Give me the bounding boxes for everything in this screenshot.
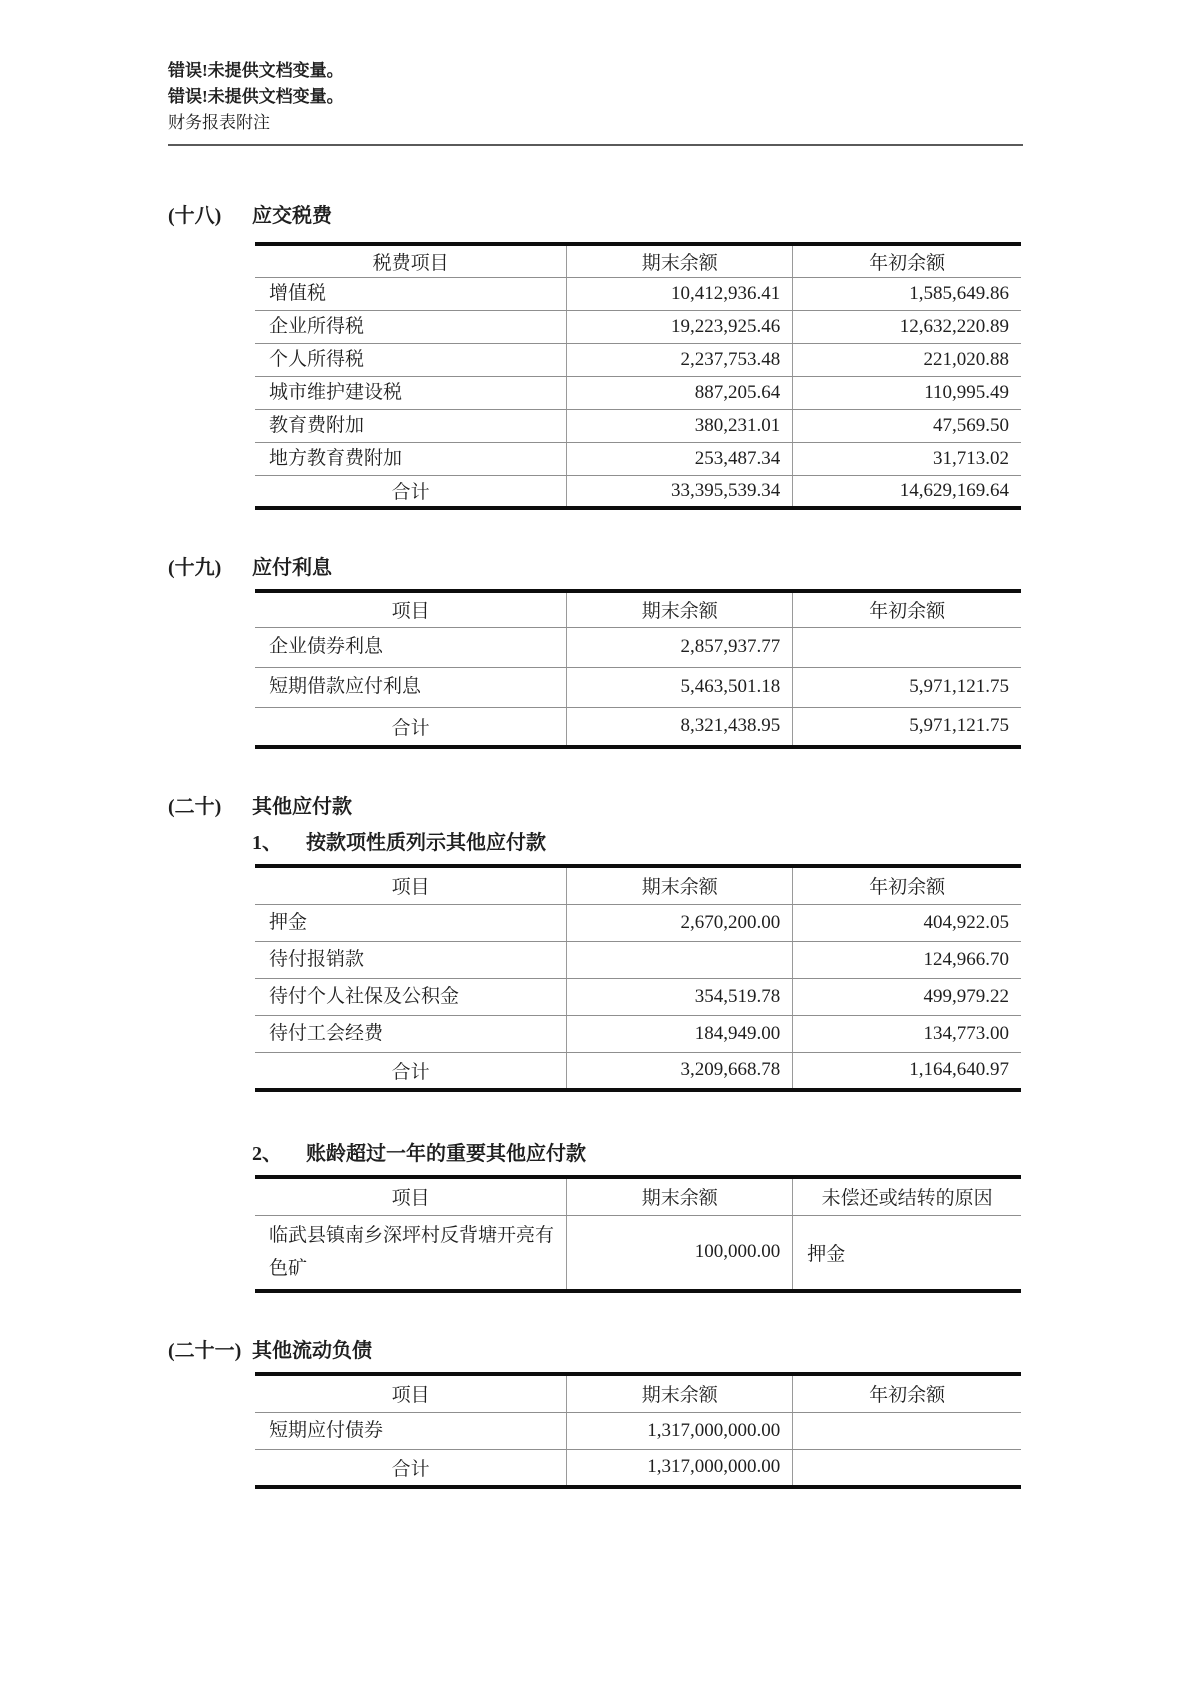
section-18-heading — [168, 202, 1023, 230]
column-header: 年初余额 — [793, 866, 1021, 904]
table-row — [255, 376, 1021, 409]
column-header: 期末余额 — [567, 591, 793, 627]
table-header-row — [255, 1177, 1021, 1215]
closing-balance-cell: 1,317,000,000.00 — [567, 1412, 793, 1449]
table-row — [255, 1015, 1021, 1052]
section-20-heading — [168, 793, 1023, 821]
subsection-1-heading — [252, 829, 1023, 857]
document-header — [168, 58, 1023, 146]
opening-balance-cell: 404,922.05 — [793, 904, 1021, 941]
doc-error-line-1: 错误!未提供文档变量。 — [168, 61, 344, 80]
section-19-number: (十九) — [168, 557, 222, 579]
column-header: 期末余额 — [567, 866, 793, 904]
table-row — [255, 941, 1021, 978]
item-cell: 待付工会经费 — [255, 1015, 567, 1052]
closing-balance-cell: 2,237,753.48 — [567, 343, 793, 376]
subsection-1-number: 1、 — [252, 832, 282, 854]
total-row — [255, 707, 1021, 747]
column-header: 期末余额 — [567, 244, 793, 277]
table-header-row — [255, 1374, 1021, 1412]
item-cell: 待付报销款 — [255, 941, 567, 978]
opening-balance-cell: 12,632,220.89 — [793, 310, 1021, 343]
opening-balance-cell: 5,971,121.75 — [793, 667, 1021, 707]
table-row — [255, 904, 1021, 941]
closing-balance-cell: 380,231.01 — [567, 409, 793, 442]
opening-balance-cell: 221,020.88 — [793, 343, 1021, 376]
item-cell: 临武县镇南乡深坪村反背塘开亮有色矿 — [269, 1225, 555, 1280]
subsection-1-title: 按款项性质列示其他应付款 — [306, 832, 546, 854]
table-row — [255, 1215, 1021, 1291]
opening-balance-cell — [793, 1412, 1021, 1449]
total-closing-cell: 8,321,438.95 — [567, 707, 793, 747]
opening-balance-cell — [793, 627, 1021, 667]
opening-balance-cell: 31,713.02 — [793, 442, 1021, 475]
column-header: 税费项目 — [255, 244, 567, 277]
total-label-cell: 合计 — [391, 717, 430, 739]
closing-balance-cell: 10,412,936.41 — [567, 277, 793, 310]
table-row — [255, 277, 1021, 310]
closing-balance-cell: 184,949.00 — [567, 1015, 793, 1052]
closing-balance-cell: 354,519.78 — [567, 978, 793, 1015]
item-cell: 短期应付债券 — [255, 1412, 567, 1449]
total-row — [255, 475, 1021, 508]
total-label-cell: 合计 — [391, 482, 430, 504]
closing-balance-cell: 2,670,200.00 — [567, 904, 793, 941]
table-header-row — [255, 866, 1021, 904]
total-opening-cell: 14,629,169.64 — [793, 475, 1021, 508]
opening-balance-cell: 499,979.22 — [793, 978, 1021, 1015]
doc-subtitle: 财务报表附注 — [168, 113, 270, 132]
closing-balance-cell: 5,463,501.18 — [567, 667, 793, 707]
section-20-number: (二十) — [168, 796, 222, 818]
opening-balance-cell: 1,585,649.86 — [793, 277, 1021, 310]
column-header: 期末余额 — [567, 1374, 793, 1412]
column-header: 项目 — [255, 866, 567, 904]
column-header: 年初余额 — [793, 591, 1021, 627]
section-21-number: (二十一) — [168, 1340, 242, 1362]
total-label-cell: 合计 — [391, 1458, 430, 1480]
opening-balance-cell: 124,966.70 — [793, 941, 1021, 978]
subsection-2-heading — [252, 1140, 1023, 1168]
table-row — [255, 343, 1021, 376]
item-cell: 地方教育费附加 — [255, 442, 567, 475]
section-21-title: 其他流动负债 — [252, 1340, 372, 1362]
item-cell: 待付个人社保及公积金 — [255, 978, 567, 1015]
opening-balance-cell: 134,773.00 — [793, 1015, 1021, 1052]
aged-other-payables-table — [255, 1175, 1021, 1293]
column-header: 项目 — [255, 1374, 567, 1412]
total-closing-cell: 33,395,539.34 — [567, 475, 793, 508]
item-cell: 增值税 — [255, 277, 567, 310]
other-payables-by-nature-table — [255, 864, 1021, 1092]
column-header: 年初余额 — [793, 1374, 1021, 1412]
table-row — [255, 1412, 1021, 1449]
section-19-heading — [168, 554, 1023, 582]
subsection-2-number: 2、 — [252, 1143, 282, 1165]
reason-cell: 押金 — [793, 1215, 1021, 1291]
total-label-cell: 合计 — [391, 1061, 430, 1083]
section-18-number: (十八) — [168, 205, 222, 227]
column-header: 项目 — [255, 1177, 567, 1215]
section-21-heading — [168, 1337, 1023, 1365]
item-cell: 城市维护建设税 — [255, 376, 567, 409]
item-cell: 个人所得税 — [255, 343, 567, 376]
item-cell: 企业债券利息 — [255, 627, 567, 667]
total-closing-cell: 1,317,000,000.00 — [567, 1449, 793, 1487]
table-row — [255, 409, 1021, 442]
total-row — [255, 1052, 1021, 1090]
opening-balance-cell: 110,995.49 — [793, 376, 1021, 409]
column-header: 年初余额 — [793, 244, 1021, 277]
section-18-title: 应交税费 — [252, 205, 332, 227]
closing-balance-cell: 887,205.64 — [567, 376, 793, 409]
total-opening-cell — [793, 1449, 1021, 1487]
item-cell: 短期借款应付利息 — [255, 667, 567, 707]
section-20-title: 其他应付款 — [252, 796, 352, 818]
item-cell: 教育费附加 — [255, 409, 567, 442]
total-opening-cell: 1,164,640.97 — [793, 1052, 1021, 1090]
table-row — [255, 978, 1021, 1015]
subsection-2-title: 账龄超过一年的重要其他应付款 — [306, 1143, 586, 1165]
opening-balance-cell: 47,569.50 — [793, 409, 1021, 442]
column-header: 未偿还或结转的原因 — [793, 1177, 1021, 1215]
interest-payable-table — [255, 589, 1021, 749]
table-header-row — [255, 591, 1021, 627]
section-19-title: 应付利息 — [252, 557, 332, 579]
closing-balance-cell — [567, 941, 793, 978]
item-cell: 企业所得税 — [255, 310, 567, 343]
closing-balance-cell: 19,223,925.46 — [567, 310, 793, 343]
table-row — [255, 310, 1021, 343]
doc-error-line-2: 错误!未提供文档变量。 — [168, 87, 344, 106]
other-current-liabilities-table — [255, 1372, 1021, 1489]
total-opening-cell: 5,971,121.75 — [793, 707, 1021, 747]
table-row — [255, 627, 1021, 667]
column-header: 期末余额 — [567, 1177, 793, 1215]
closing-balance-cell: 100,000.00 — [567, 1215, 793, 1291]
item-cell: 押金 — [255, 904, 567, 941]
total-row — [255, 1449, 1021, 1487]
column-header: 项目 — [255, 591, 567, 627]
taxes-payable-table — [255, 242, 1021, 510]
total-closing-cell: 3,209,668.78 — [567, 1052, 793, 1090]
table-row — [255, 667, 1021, 707]
closing-balance-cell: 2,857,937.77 — [567, 627, 793, 667]
closing-balance-cell: 253,487.34 — [567, 442, 793, 475]
table-header-row — [255, 244, 1021, 277]
table-row — [255, 442, 1021, 475]
